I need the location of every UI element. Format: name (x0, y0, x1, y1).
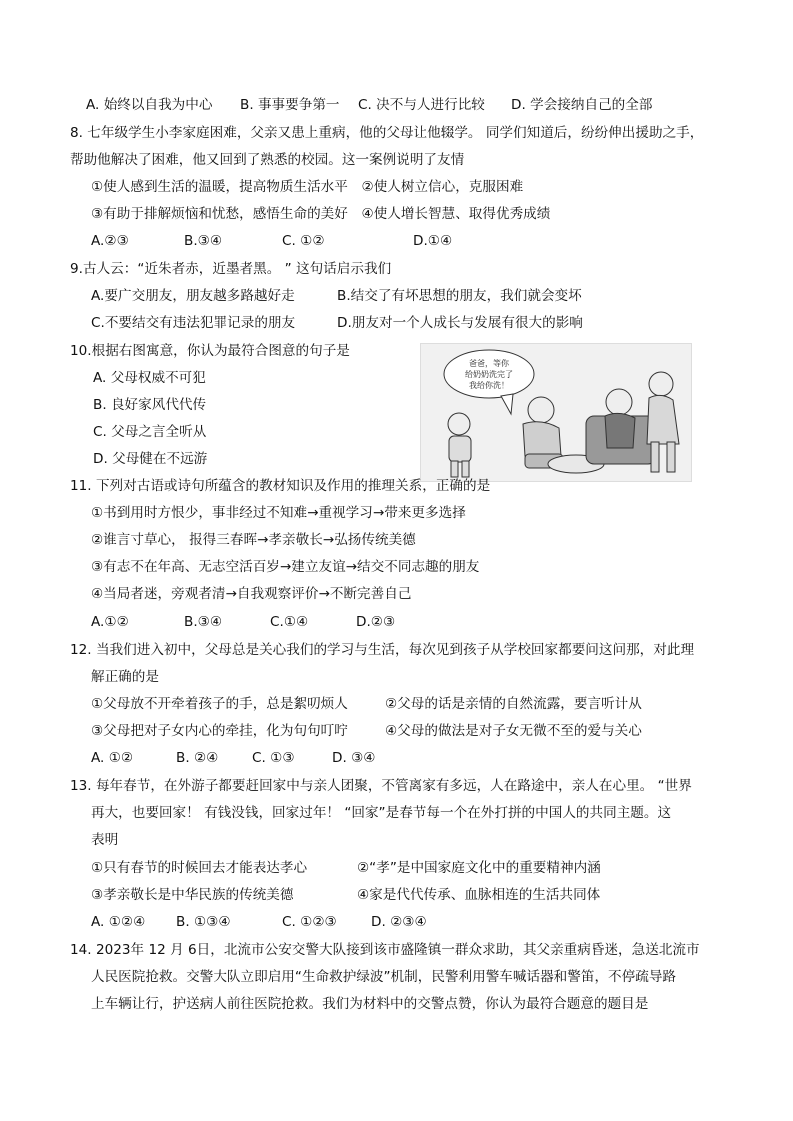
q11-option-a: A.①② (91, 614, 129, 630)
q8-option-a: A.②③ (91, 233, 129, 249)
q9-option-d: D.朋友对一个人成长与发展有很大的影响 (337, 315, 583, 331)
cartoon-figures (421, 344, 691, 481)
q11-stem: 11. 下列对古语或诗句所蕴含的教材知识及作用的推理关系，正确的是 (70, 478, 491, 494)
q7-option-b: B. 事事要争第一 (240, 97, 340, 113)
q12-option-d: D. ③④ (332, 750, 376, 766)
q10-option-b: B. 良好家风代代传 (93, 397, 207, 413)
q9-option-a: A.要广交朋友，朋友越多路越好走 (91, 288, 295, 304)
q11-option-c: C.①④ (270, 614, 309, 630)
q8-stem-line2: 帮助他解决了困难，他又回到了熟悉的校园。这一案例说明了友情 (70, 152, 465, 168)
q13-option-a: A. ①②④ (91, 914, 146, 930)
q13-option-c: C. ①②③ (282, 914, 337, 930)
q9-option-b: B.结交了有坏思想的朋友，我们就会变坏 (337, 288, 582, 304)
bubble-line-3: 我给你洗！ (469, 381, 509, 390)
q8-option-c: C. ①② (282, 233, 325, 249)
q8-item-line1: ①使人感到生活的温暖，提高物质生活水平 ②使人树立信心，克服困难 (91, 179, 524, 195)
q14-stem-line2: 人民医院抢救。交警大队立即启用“生命救护绿波”机制，民警利用警车喊话器和警笛，不停疏导路 (91, 969, 677, 985)
q14-stem-line1: 14. 2023年 12 月 6日，北流市公安交警大队接到该市盛隆镇一群众求助，其父亲重病昏迷，急送北流市 (70, 942, 700, 958)
q8-item-line2: ③有助于排解烦恼和忧愁，感悟生命的美好 ④使人增长智慧、取得优秀成绩 (91, 206, 551, 222)
q13-item-4: ④家是代代传承、血脉相连的生活共同体 (357, 887, 601, 903)
q13-item-3: ③孝亲敬长是中华民族的传统美德 (91, 887, 294, 903)
q11-item-3: ③有志不在年高、无志空活百岁→建立友谊→结交不同志趣的朋友 (91, 559, 480, 575)
q12-option-b: B. ②④ (176, 750, 219, 766)
q10-cartoon-illustration (420, 343, 692, 482)
q11-option-b: B.③④ (184, 614, 223, 630)
q14-stem-line3: 上车辆让行，护送病人前往医院抢救。我们为材料中的交警点赞，你认为最符合题意的题目是 (91, 996, 649, 1012)
bubble-line-2: 给奶奶洗完了 (465, 370, 513, 379)
q12-item-4: ④父母的做法是对子女无微不至的爱与关心 (385, 723, 642, 739)
q13-stem-line3: 表明 (91, 832, 119, 848)
q11-item-4: ④当局者迷，旁观者清→自我观察评价→不断完善自己 (91, 586, 412, 602)
q12-stem-line2: 解正确的是 (91, 669, 159, 685)
q13-item-2: ②“孝”是中国家庭文化中的重要精神内涵 (357, 860, 601, 876)
q10-stem: 10.根据右图寓意，你认为最符合图意的句子是 (70, 343, 350, 359)
q13-stem-line1: 13. 每年春节，在外游子都要赶回家中与亲人团聚，不管离家有多远，人在路途中，亲人在心里。 “世界 (70, 778, 692, 794)
q13-option-d: D. ②③④ (371, 914, 427, 930)
q13-stem-line2: 再大，也要回家！ 有钱没钱，回家过年！ “回家”是春节每一个在外打拼的中国人的共同主题。这 (91, 805, 672, 821)
q12-option-c: C. ①③ (252, 750, 295, 766)
q7-option-d: D. 学会接纳自己的全部 (511, 97, 653, 113)
q10-option-d: D. 父母健在不远游 (93, 451, 208, 467)
q10-option-a: A. 父母权威不可犯 (93, 370, 206, 386)
q12-stem-line1: 12. 当我们进入初中，父母总是关心我们的学习与生活，每次见到孩子从学校回家都要问这问那，对此理 (70, 642, 695, 658)
q10-option-c: C. 父母之言全听从 (93, 424, 207, 440)
q9-option-c: C.不要结交有违法犯罪记录的朋友 (91, 315, 296, 331)
q8-option-d: D.①④ (413, 233, 453, 249)
q12-item-2: ②父母的话是亲情的自然流露，要言听计从 (385, 696, 642, 712)
q11-item-2: ②谁言寸草心， 报得三春晖→孝亲敬长→弘扬传统美德 (91, 532, 416, 548)
q8-option-b: B.③④ (184, 233, 223, 249)
q9-stem: 9.古人云：“近朱者赤，近墨者黑。 ” 这句话启示我们 (70, 261, 392, 277)
bubble-line-1: 爸爸，等你 (469, 359, 509, 368)
q13-item-1: ①只有春节的时候回去才能表达孝心 (91, 860, 308, 876)
q7-option-c: C. 决不与人进行比较 (358, 97, 485, 113)
q12-item-3: ③父母把对子女内心的牵挂，化为句句叮咛 (91, 723, 348, 739)
q12-option-a: A. ①② (91, 750, 134, 766)
q8-stem-line1: 8. 七年级学生小李家庭困难，父亲又患上重病，他的父母让他辍学。 同学们知道后，纷纷伸出援助之手， (70, 125, 704, 141)
q11-option-d: D.②③ (356, 614, 396, 630)
q13-option-b: B. ①③④ (176, 914, 231, 930)
q12-item-1: ①父母放不开牵着孩子的手，总是絮叨烦人 (91, 696, 348, 712)
q11-item-1: ①书到用时方恨少，事非经过不知难→重视学习→带来更多选择 (91, 505, 466, 521)
q7-option-a: A. 始终以自我为中心 (86, 97, 213, 113)
